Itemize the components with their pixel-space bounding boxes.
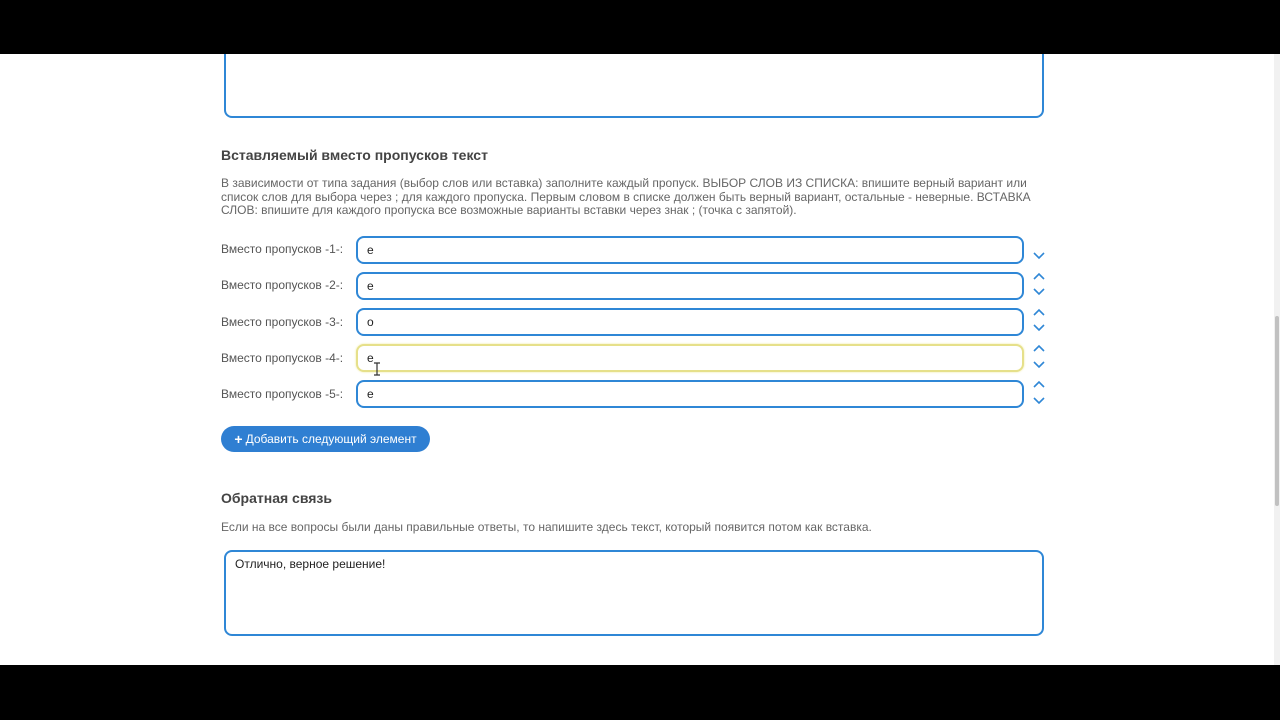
move-up-icon[interactable] — [1033, 344, 1045, 354]
gap-input-1[interactable] — [356, 236, 1024, 264]
move-down-icon[interactable] — [1033, 288, 1045, 298]
feedback-textarea[interactable] — [224, 550, 1044, 636]
feedback-text: Отлично, верное решение! — [235, 557, 386, 571]
plus-icon: + — [234, 431, 243, 447]
gap-label-3: Вместо пропусков -3-: — [221, 315, 344, 329]
move-down-icon[interactable] — [1033, 361, 1045, 371]
move-up-icon[interactable] — [1033, 308, 1045, 318]
move-up-icon[interactable] — [1033, 272, 1045, 282]
gap-input-2[interactable] — [356, 272, 1024, 300]
gap-input-5[interactable] — [356, 380, 1024, 408]
inserted-text-title: Вставляемый вместо пропусков текст — [221, 147, 488, 163]
move-down-icon[interactable] — [1033, 252, 1045, 262]
add-button-label: Добавить следующий элемент — [245, 432, 417, 446]
text-cursor-icon — [374, 362, 380, 376]
inserted-text-help: В зависимости от типа задания (выбор слов или вставка) заполните каждый пропуск. ВЫБОР СЛОВ ИЗ СПИСКА: впишите верный вариант или список слов для выбора через ; для каждого пропуска. Первым словом в списке должен быть верный вариант, остальные - неверные. ВСТАВКА СЛОВ: впишите для каждого пропуска все возможные варианты вставки через знак ; (точка с запятой). — [221, 176, 1031, 217]
scrollbar-thumb[interactable] — [1275, 316, 1279, 506]
gap-label-5: Вместо пропусков -5-: — [221, 387, 344, 401]
previous-textarea[interactable] — [224, 54, 1044, 118]
gap-label-1: Вместо пропусков -1-: — [221, 242, 344, 256]
feedback-title: Обратная связь — [221, 490, 332, 506]
move-down-icon[interactable] — [1033, 324, 1045, 334]
move-up-icon[interactable] — [1033, 380, 1045, 390]
gap-input-3[interactable] — [356, 308, 1024, 336]
feedback-help: Если на все вопросы были даны правильные ответы, то напишите здесь текст, который появится потом как вставка. — [221, 520, 872, 534]
gap-label-2: Вместо пропусков -2-: — [221, 278, 344, 292]
page-viewport — [0, 54, 1280, 665]
gap-label-4: Вместо пропусков -4-: — [221, 351, 344, 365]
add-next-element-button[interactable] — [221, 426, 430, 452]
scrollbar[interactable] — [1274, 54, 1280, 665]
gap-input-4[interactable] — [356, 344, 1024, 372]
move-down-icon[interactable] — [1033, 397, 1045, 407]
